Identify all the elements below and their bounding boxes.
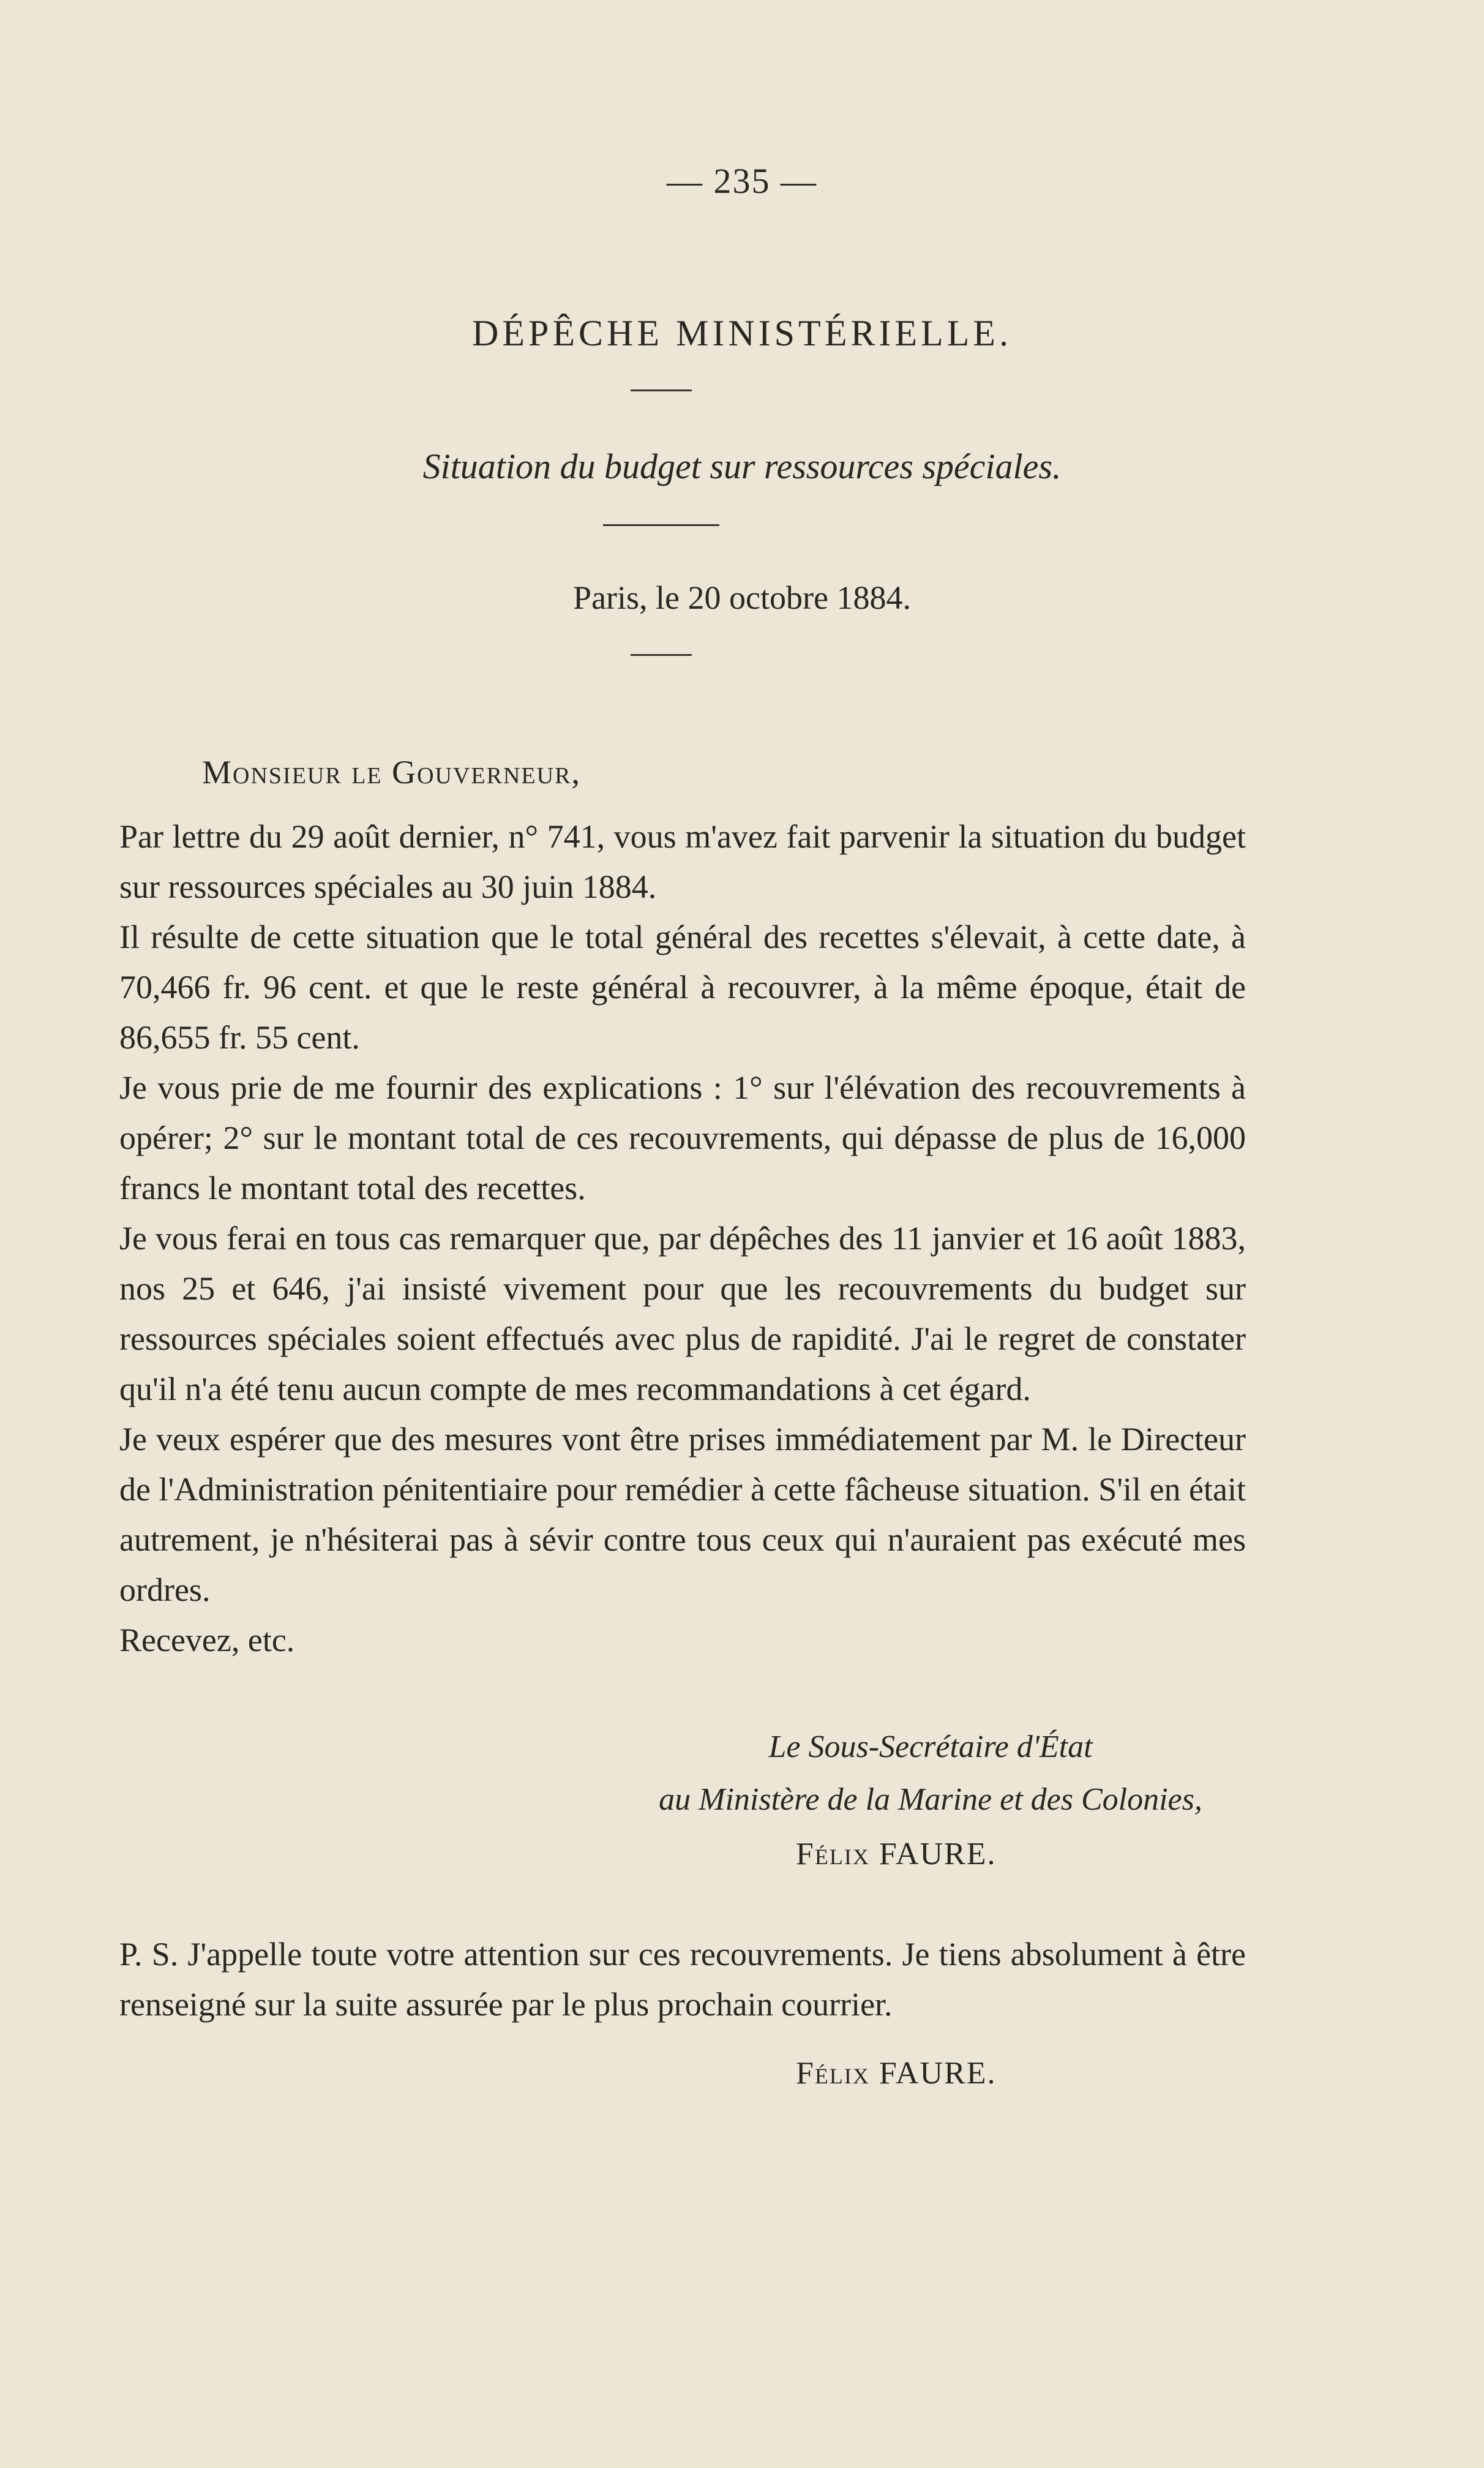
dateline-divider	[631, 654, 692, 656]
signature-title-line: Le Sous-Secrétaire d'État	[768, 1729, 1093, 1764]
page-number: — 235 —	[667, 161, 817, 201]
document-subtitle: Situation du budget sur ressources spéciales.	[422, 446, 1062, 486]
salutation: Monsieur le Gouverneur,	[202, 754, 581, 791]
postscript-text: P. S. J'appelle toute votre attention sur ces recouvrements. Je tiens absolument à être renseigné sur la suite assurée par le plus prochain courrier.	[119, 1936, 1246, 2023]
dateline: Paris, le 20 octobre 1884.	[573, 579, 911, 616]
paragraph: Par lettre du 29 août dernier, n° 741, vous m'avez fait parvenir la situation du budget sur ressources spéciales au 30 juin 1884.	[119, 818, 1246, 905]
signature-ministry-line: au Ministère de la Marine et des Colonies,	[659, 1782, 1202, 1817]
postscript-signature: Félix FAURE.	[796, 2056, 997, 2091]
signature-block	[612, 1721, 1249, 1826]
signature-name: Félix FAURE.	[796, 1837, 997, 1872]
paragraph: Recevez, etc.	[119, 1622, 295, 1658]
postscript	[119, 1929, 1246, 2030]
document-title: DÉPÊCHE MINISTÉRIELLE.	[472, 313, 1012, 353]
subtitle-divider	[603, 524, 719, 526]
paragraph: Je vous ferai en tous cas remarquer que, par dépêches des 11 janvier et 16 août 1883, nos 25 et 646, j'ai insisté vivement pour que les recouvrements du budget sur ressources spéciales soient effectués avec plus de rapidité. J'ai le regret de constater qu'il n'a été tenu aucun compte de mes recommandations à cet égard.	[119, 1220, 1246, 1407]
title-divider	[631, 389, 692, 391]
paragraph: Je vous prie de me fournir des explications : 1° sur l'élévation des recouvrements à opérer; 2° sur le montant total de ces recouvrements, qui dépasse de plus de 16,000 francs le montant total des recettes.	[119, 1069, 1246, 1206]
paragraph: Je veux espérer que des mesures vont être prises immédiatement par M. le Directeur de l'Administration pénitentiaire pour remédier à cette fâcheuse situation. S'il en était autrement, je n'hésiterai pas à sévir contre tous ceux qui n'auraient pas exécuté mes ordres.	[119, 1421, 1246, 1608]
letter-body	[119, 811, 1246, 1665]
paragraph: Il résulte de cette situation que le total général des recettes s'élevait, à cette date, à 70,466 fr. 96 cent. et que le reste général à recouvrer, à la même époque, était de 86,655 fr. 55 cent.	[119, 919, 1246, 1056]
